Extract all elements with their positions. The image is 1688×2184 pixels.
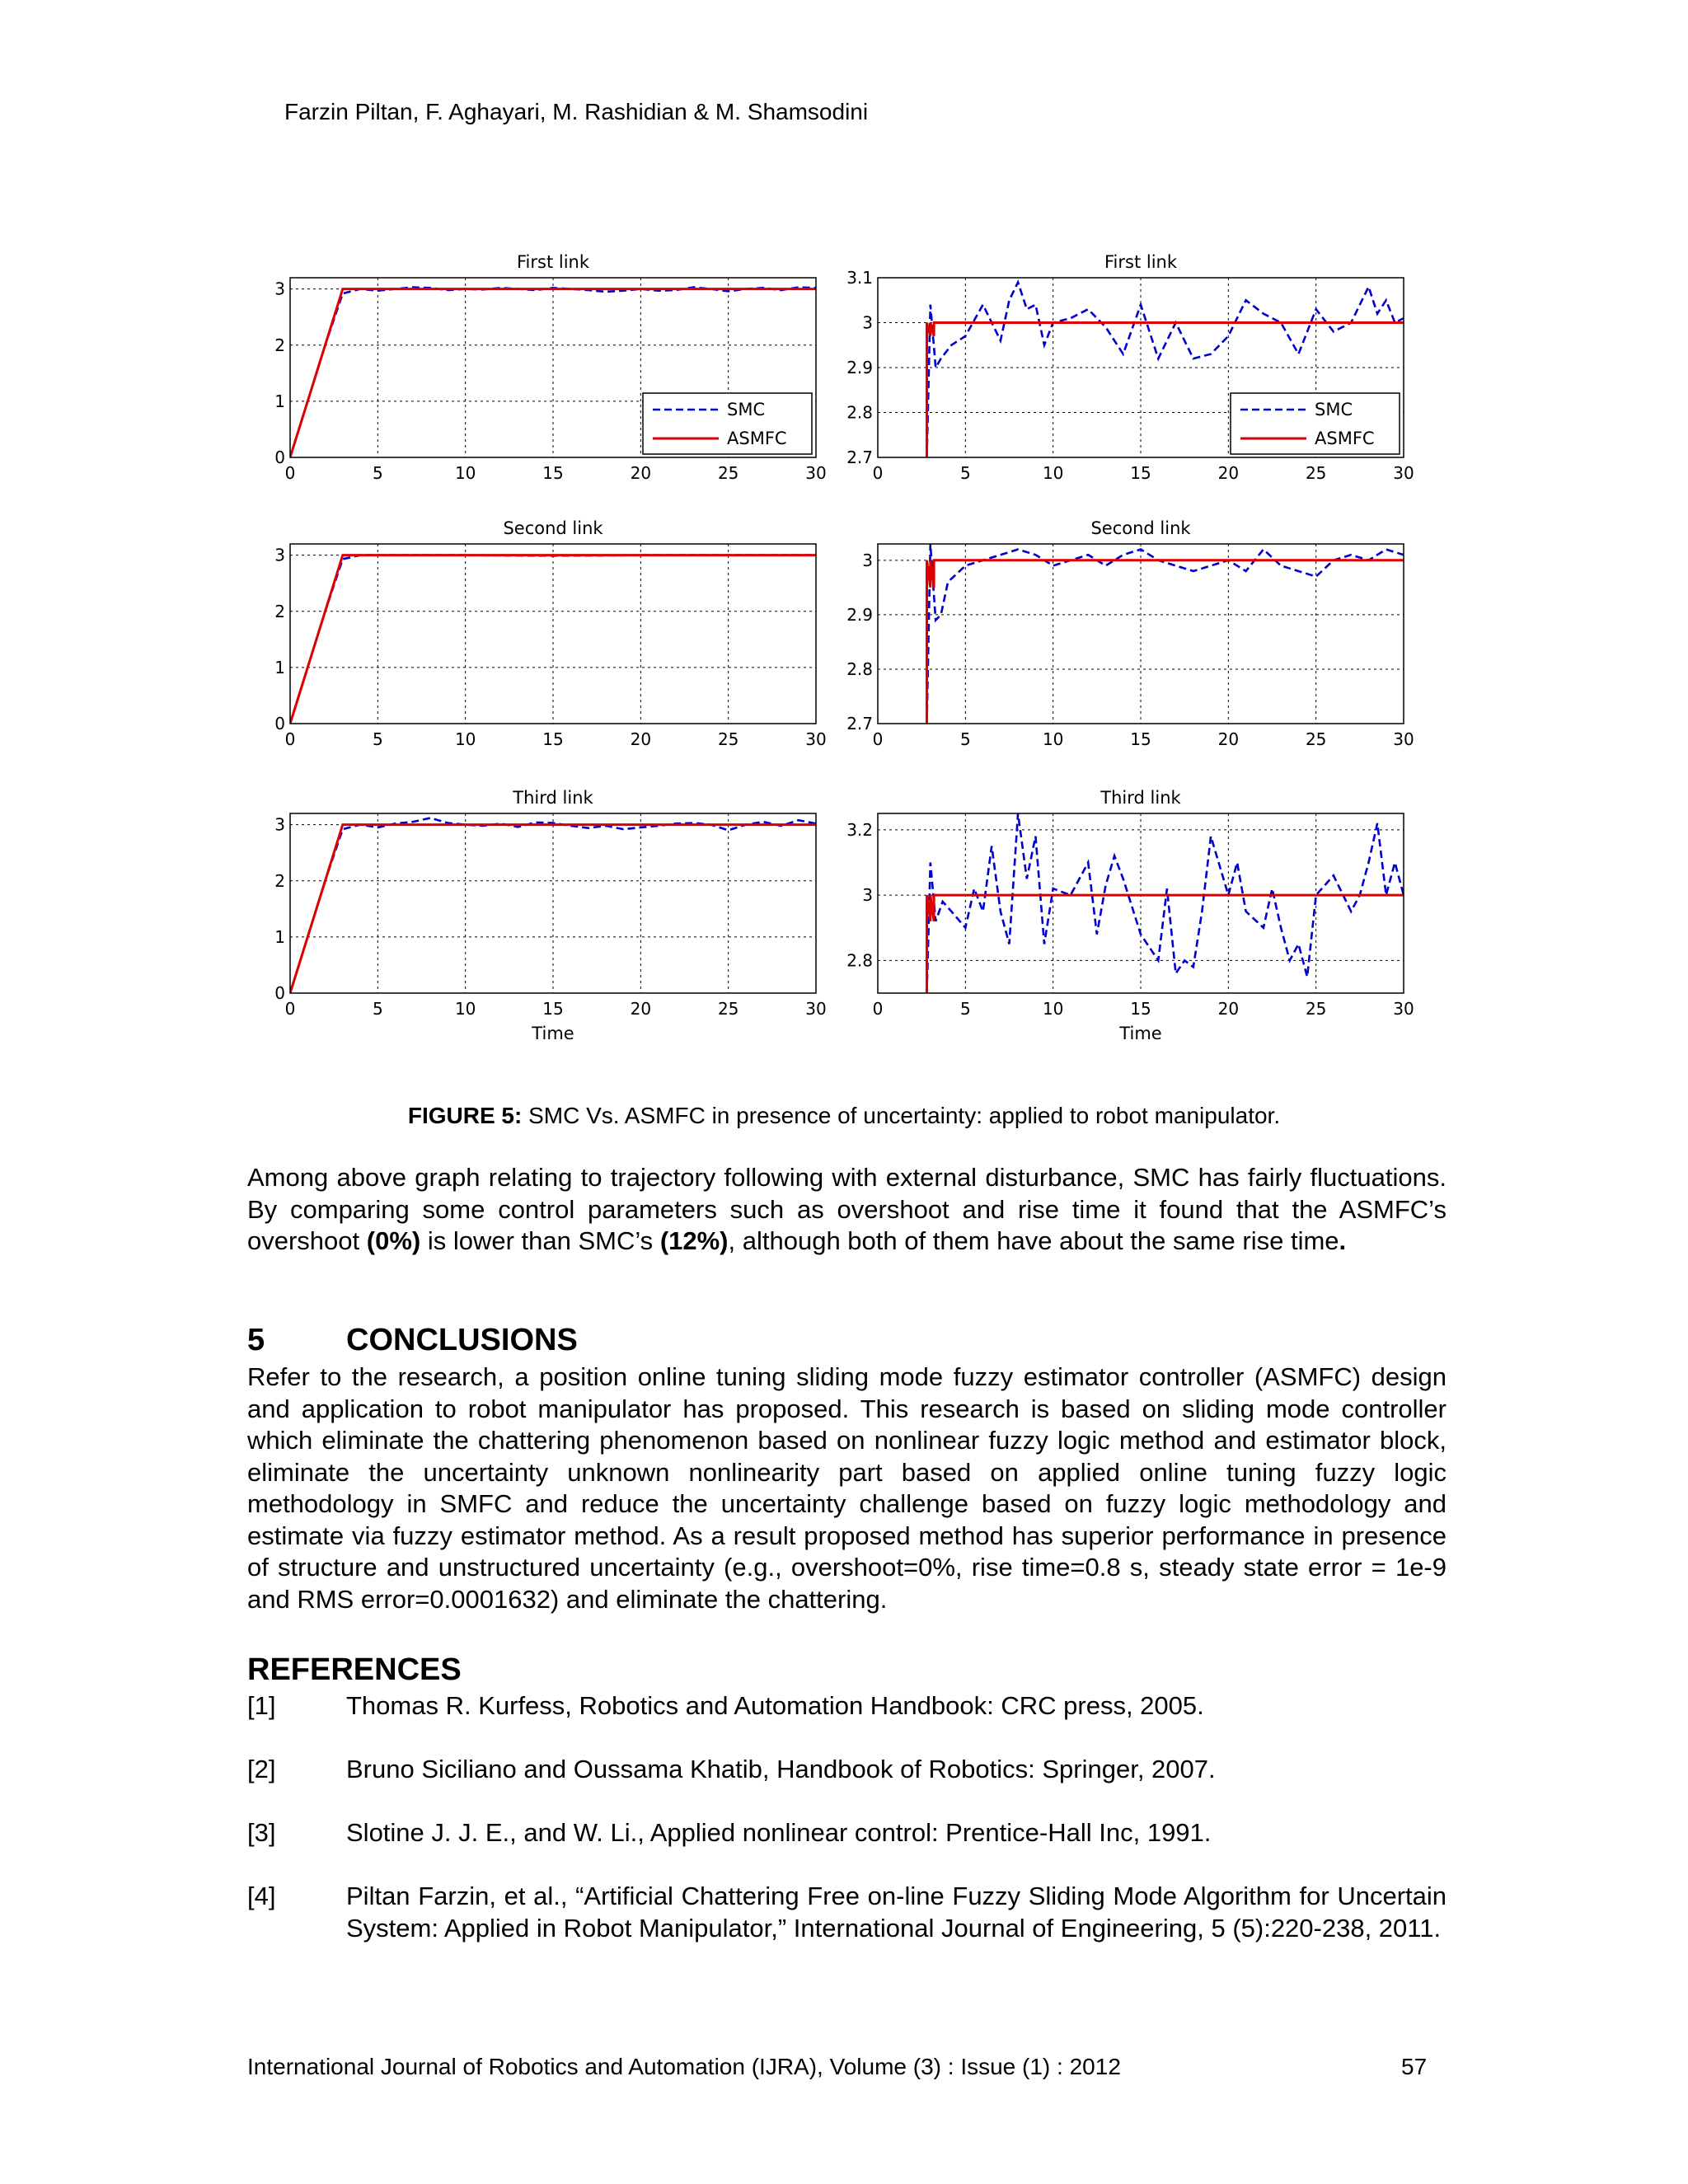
x-tick-label: 0 [872, 463, 884, 483]
x-tick-label: 0 [872, 999, 884, 1019]
y-tick-label: 2.8 [846, 950, 873, 971]
legend-label-smc: SMC [727, 400, 766, 419]
y-tick-label: 2 [274, 335, 285, 355]
y-tick-label: 2.8 [846, 402, 873, 423]
x-tick-label: 25 [1305, 463, 1327, 483]
section-title: CONCLUSIONS [346, 1323, 578, 1357]
reference-item [247, 1690, 1447, 1722]
x-tick-label: 20 [630, 463, 652, 483]
x-tick-label: 15 [542, 463, 564, 483]
subplot-4 [846, 518, 1414, 749]
x-tick-label: 25 [717, 463, 739, 483]
x-tick-label: 15 [1130, 729, 1151, 749]
subplot-title: First link [516, 252, 590, 272]
x-tick-label: 5 [959, 463, 971, 483]
reference-text: Slotine J. J. E., and W. Li., Applied nonlinear control: Prentice-Hall Inc, 1991. [346, 1818, 1212, 1847]
y-tick-label: 3.2 [846, 819, 873, 840]
x-axis-label: Time [1119, 1024, 1162, 1043]
x-tick-label: 30 [805, 729, 827, 749]
para-bold-3: . [1339, 1226, 1347, 1255]
plot-area [290, 544, 816, 724]
x-tick-label: 25 [717, 729, 739, 749]
x-tick-label: 5 [372, 463, 383, 483]
y-tick-label: 3 [274, 814, 285, 835]
reference-item [247, 1754, 1447, 1786]
x-tick-label: 0 [284, 463, 296, 483]
x-tick-label: 25 [1305, 999, 1327, 1019]
section-heading-conclusions [247, 1323, 578, 1358]
x-tick-label: 15 [1130, 999, 1151, 1019]
x-tick-label: 20 [1217, 999, 1240, 1019]
subplot-1 [274, 252, 826, 483]
plot-area [878, 544, 1404, 724]
x-tick-label: 10 [1042, 463, 1064, 483]
subplot-5 [274, 788, 826, 1043]
y-tick-label: 2.9 [846, 358, 873, 377]
y-tick-label: 2.8 [846, 658, 873, 679]
x-tick-label: 5 [372, 729, 383, 749]
reference-number: [3] [247, 1818, 276, 1847]
x-tick-label: 15 [1130, 463, 1151, 483]
y-tick-label: 1 [274, 657, 285, 677]
figure-5 [247, 231, 1442, 1071]
reference-text: Thomas R. Kurfess, Robotics and Automation Handbook: CRC press, 2005. [346, 1691, 1204, 1720]
para-bold-1: (0%) [366, 1226, 421, 1255]
subplot-title: Third link [1100, 788, 1181, 808]
para-bold-2: (12%) [659, 1226, 729, 1255]
x-tick-label: 10 [454, 999, 476, 1019]
x-tick-label: 25 [717, 999, 739, 1019]
plot-area [878, 813, 1404, 993]
legend-label-smc: SMC [1315, 400, 1353, 419]
x-tick-label: 20 [630, 999, 652, 1019]
y-tick-label: 2.9 [846, 604, 873, 625]
y-tick-label: 0 [274, 714, 285, 733]
reference-item [247, 1881, 1447, 1944]
x-tick-label: 30 [805, 463, 827, 483]
reference-text: Piltan Farzin, et al., “Artificial Chattering Free on-line Fuzzy Sliding Mode Algorithm for Uncertain System: Applied in Robot Manipulator,” International Journal of Engineering, 5 (5):220-238, 2011. [346, 1882, 1447, 1943]
x-tick-label: 5 [959, 729, 971, 749]
subplot-title: Third link [513, 788, 593, 808]
para-text-1: Among above graph relating to trajectory following with external disturbance, SMC has fairly fluctuations. By comparing some control parameters such as overshoot and rise time it found that the ASMFC’s overshoot [247, 1163, 1447, 1255]
caption-text: SMC Vs. ASMFC in presence of uncertainty: applied to robot manipulator. [522, 1103, 1281, 1128]
x-tick-label: 10 [1042, 999, 1064, 1019]
figure-caption [0, 1103, 1688, 1129]
subplot-title: Second link [1090, 518, 1191, 538]
x-tick-label: 10 [454, 463, 476, 483]
x-tick-label: 0 [872, 729, 884, 749]
subplot-2 [846, 252, 1414, 483]
x-tick-label: 10 [1042, 729, 1064, 749]
subplot-6 [846, 788, 1414, 1043]
x-tick-label: 5 [959, 999, 971, 1019]
subplot-3 [274, 518, 826, 749]
para-text-2: is lower than SMC’s [420, 1226, 660, 1255]
y-tick-label: 2.7 [846, 714, 873, 733]
y-tick-label: 3 [862, 312, 873, 333]
y-tick-label: 1 [274, 926, 285, 947]
x-tick-label: 25 [1305, 729, 1327, 749]
subplot-title: First link [1104, 252, 1178, 272]
section-number: 5 [247, 1323, 265, 1357]
x-tick-label: 15 [542, 999, 564, 1019]
x-tick-label: 20 [630, 729, 652, 749]
y-tick-label: 0 [274, 983, 285, 1003]
y-tick-label: 2.7 [846, 448, 873, 467]
x-tick-label: 30 [1393, 729, 1414, 749]
reference-text: Bruno Siciliano and Oussama Khatib, Handbook of Robotics: Springer, 2007. [346, 1755, 1216, 1783]
y-tick-label: 3 [862, 885, 873, 906]
page-number: 57 [1401, 2054, 1428, 2079]
reference-number: [4] [247, 1882, 276, 1910]
x-tick-label: 0 [284, 729, 296, 749]
y-tick-label: 2 [274, 870, 285, 891]
discussion-paragraph [247, 1162, 1447, 1258]
y-tick-label: 3.1 [846, 268, 873, 288]
legend-label-asmfc: ASMFC [1315, 429, 1375, 448]
y-tick-label: 0 [274, 448, 285, 467]
x-tick-label: 30 [1393, 999, 1414, 1019]
caption-label: FIGURE 5: [407, 1103, 523, 1128]
footer-journal: International Journal of Robotics and Automation (IJRA), Volume (3) : Issue (1) : 2012 [247, 2054, 1121, 2079]
conclusions-paragraph [247, 1361, 1447, 1615]
x-tick-label: 15 [542, 729, 564, 749]
plot-area [290, 813, 816, 993]
y-tick-label: 3 [274, 279, 285, 299]
legend [1231, 393, 1400, 454]
para-text-3: , although both of them have about the same rise time [728, 1226, 1339, 1255]
x-tick-label: 20 [1217, 463, 1240, 483]
x-tick-label: 30 [805, 999, 827, 1019]
legend [643, 393, 812, 454]
y-tick-label: 2 [274, 601, 285, 621]
x-tick-label: 0 [284, 999, 296, 1019]
running-header: Farzin Piltan, F. Aghayari, M. Rashidian & M. Shamsodini [284, 99, 869, 124]
y-tick-label: 1 [274, 391, 285, 411]
subplot-title: Second link [503, 518, 603, 538]
figure-5-plots [247, 231, 1442, 1071]
reference-number: [2] [247, 1755, 276, 1783]
reference-number: [1] [247, 1691, 276, 1720]
conclusions-text: Refer to the research, a position online tuning sliding mode fuzzy estimator controller (ASMFC) design and application to robot manipulator has proposed. This research is based on sliding mode controller which eliminate the chattering phenomenon based on nonlinear fuzzy logic method and estimator block, eliminate the uncertainty unknown nonlinearity part based on applied online tuning fuzzy logic methodology in SMFC and reduce the uncertainty challenge based on fuzzy logic methodology and estimate via fuzzy estimator method. As a result proposed method has superior performance in presence of structure and unstructured uncertainty (e.g., overshoot=0%, rise time=0.8 s, steady state error = 1e-9 and RMS error=0.0001632) and eliminate the chattering. [247, 1362, 1447, 1614]
reference-item [247, 1817, 1447, 1849]
x-tick-label: 5 [372, 999, 383, 1019]
x-tick-label: 10 [454, 729, 476, 749]
x-tick-label: 20 [1217, 729, 1240, 749]
y-tick-label: 3 [274, 545, 285, 565]
x-axis-label: Time [532, 1024, 574, 1043]
y-tick-label: 3 [862, 550, 873, 570]
references-heading: REFERENCES [247, 1652, 462, 1687]
x-tick-label: 30 [1393, 463, 1414, 483]
legend-label-asmfc: ASMFC [727, 429, 787, 448]
